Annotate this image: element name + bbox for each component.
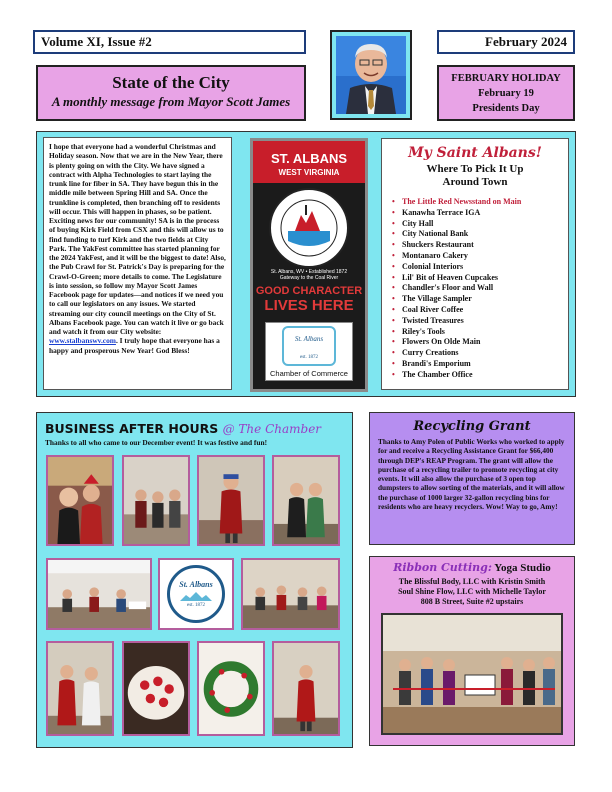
event-photo <box>197 455 265 546</box>
event-photo-5-icon <box>48 560 150 628</box>
location-item: • The Village Sampler <box>402 294 568 305</box>
issue-date <box>437 30 575 54</box>
chamber-logo-est: est. 1872 <box>299 355 319 360</box>
newsletter-title <box>36 65 306 121</box>
pickup-locations <box>381 138 569 390</box>
ribbon-cutting <box>369 556 575 746</box>
location-item: • Coal River Coffee <box>402 305 568 316</box>
location-item: • The Chamber Office <box>402 370 568 381</box>
ribbon-cutting-line2: Soul Shine Flow, LLC with Michelle Taylor <box>398 587 546 596</box>
bah-title: BUSINESS AFTER HOURS <box>45 421 219 436</box>
chamber-skyline-icon <box>178 589 214 603</box>
poster-city: ST. ALBANS <box>270 151 348 166</box>
event-photo <box>46 641 114 736</box>
recycling-title: Recycling Grant <box>413 419 531 434</box>
bah-subtitle: Thanks to all who came to our December event! It was festive and fun! <box>45 438 268 447</box>
event-photo <box>197 641 265 736</box>
chamber-label: Chamber of Commerce <box>270 369 348 378</box>
ribbon-cutting-line1: The Blissful Body, LLC with Kristin Smith <box>398 577 546 586</box>
mayor-message-text: I hope that everyone had a wonderful Christmas and Holiday season. Now that we are in the New Year, there is plenty going on with the City. We have signed a contract with Alpha Technologies to start laying the trunk line for fiber in SA. They have begun this in the middle mile between Spring Hill and SA. Once the trunkline is completed, then branching off to residents will occur. This will happen in phases, so be patient. Exciting news for our community! SA is in the process of buying Kirk Field from CSX and this will allow us to find funding to turf Kirk and the two fields at City Park. The YakFest committee has started planning for the 2024 YakFest, and it will be the biggest to date! Also, the Pub Crawl for St. Patrick's Day is preparing for the Crawl-O-Green; more details to come. The Legislature is into session, so follow my Mayor Scott James Facebook page for updates—and notices if we need you to call our legislators on any issues. We started streaming our city council meetings on the City of St. Albans Facebook page. You can watch it live or go back and watch it from our City website: <box>49 142 226 336</box>
msa-subtitle-line1: Where To Pick It Up <box>426 163 524 175</box>
bah-location: @ The Chamber <box>222 422 322 436</box>
msa-subtitle <box>382 163 568 189</box>
location-item: • Shuckers Restaurant <box>402 240 568 251</box>
event-photo-9-icon <box>199 643 263 734</box>
event-photo <box>46 455 114 546</box>
location-list <box>402 197 568 381</box>
issue-date-text: February 2024 <box>485 34 567 49</box>
ribbon-cutting-photo <box>381 613 563 735</box>
recycling-text: Thanks to Amy Polen of Public Works who worked to apply for and receive a Recycling Assistance Grant for $66,400 through DEP's REAP Program. The grant will allow the purchase of a recycling trailer to promote recycling at city events. It will also allow the purchase of 3 open top dumpsters to allow sorting of the materials, and it will allow the purchase of 1000 larger 32-gallon recycling bins for residents who are heavy recyclers. Wow! Way to go, Amy! <box>378 437 565 512</box>
location-item: • City National Bank <box>402 229 568 240</box>
event-photo-1-icon <box>48 457 112 544</box>
location-item: • The Little Red Newsstand on Main <box>402 197 568 208</box>
city-website-link[interactable]: www.stalbanswv.com <box>49 336 116 346</box>
chamber-logo-tile <box>158 558 234 630</box>
poster-state: WEST VIRGINIA <box>278 168 340 177</box>
issue-volume-text: Volume XI, Issue #2 <box>41 34 152 49</box>
event-photo <box>241 558 340 630</box>
event-photo-8-icon <box>124 643 188 734</box>
location-item: • Brandi's Emporium <box>402 359 568 370</box>
chamber-badge <box>265 322 353 381</box>
ribbon-cutting-event: Yoga Studio <box>491 562 551 574</box>
event-photo-4-icon <box>274 457 338 544</box>
ribbon-cutting-address: 808 B Street, Suite #2 upstairs <box>420 597 524 606</box>
chamber-logo <box>282 326 336 366</box>
location-item: • Lil' Bit of Heaven Cupcakes <box>402 273 568 284</box>
seal-bottom-text: Gateway to the Coal River <box>279 275 339 281</box>
chamber-logo-name: St. Albans <box>294 335 324 343</box>
location-item: • Kanawha Terrace IGA <box>402 208 568 219</box>
event-photo-7-icon <box>48 643 112 734</box>
page-subtitle: A monthly message from Mayor Scott James <box>51 94 291 109</box>
event-photo <box>272 641 340 736</box>
chamber-round-logo-name: St. Albans <box>179 580 213 589</box>
holiday-name: Presidents Day <box>472 103 540 114</box>
chamber-round-logo-est: est. 1872 <box>186 603 206 608</box>
event-photo-2-icon <box>124 457 188 544</box>
city-seal-icon <box>268 187 350 269</box>
event-photo-3-icon <box>199 457 263 544</box>
ribbon-cutting-title <box>376 561 568 574</box>
msa-subtitle-line2: Around Town <box>442 176 508 188</box>
page-title: State of the City <box>112 73 230 92</box>
poster-slogan-1: GOOD CHARACTER <box>255 285 363 297</box>
chamber-round-logo <box>167 565 225 623</box>
event-photo <box>122 641 190 736</box>
mayor-portrait-icon <box>336 36 406 114</box>
holiday-date: February 19 <box>478 88 534 99</box>
event-photo <box>122 455 190 546</box>
ribbon-cutting-photo-icon <box>383 615 563 735</box>
mayor-photo <box>330 30 412 120</box>
holiday-heading: FEBRUARY HOLIDAY <box>451 73 561 84</box>
location-item: • Flowers On Olde Main <box>402 337 568 348</box>
location-item: • Montanaro Cakery <box>402 251 568 262</box>
location-item: • Chandler's Floor and Wall <box>402 283 568 294</box>
ribbon-cutting-label: Ribbon Cutting: <box>393 561 492 574</box>
event-photo-10-icon <box>274 643 338 734</box>
event-photo <box>46 558 152 630</box>
event-photo-6-icon <box>243 560 338 628</box>
location-item: • City Hall <box>402 219 568 230</box>
issue-volume <box>33 30 306 54</box>
holiday-box <box>437 65 575 121</box>
poster-slogan-2: LIVES HERE <box>264 297 354 314</box>
event-photo <box>272 455 340 546</box>
mayor-message <box>43 137 232 390</box>
msa-title: My Saint Albans! <box>408 145 542 161</box>
location-item: • Twisted Treasures <box>402 316 568 327</box>
st-albans-poster <box>250 138 368 392</box>
seal-top-text: St. Albans, WV • Established 1872 <box>270 269 348 275</box>
location-item: • Curry Creations <box>402 348 568 359</box>
recycling-grant <box>369 412 575 545</box>
bah-title-row <box>45 421 352 436</box>
mayor-message-closing: . I truly hope that everyone has a happy and prosperous New Year! God Bless! <box>49 336 220 355</box>
location-item: • Riley's Tools <box>402 327 568 338</box>
location-item: • Colonial Interiors <box>402 262 568 273</box>
